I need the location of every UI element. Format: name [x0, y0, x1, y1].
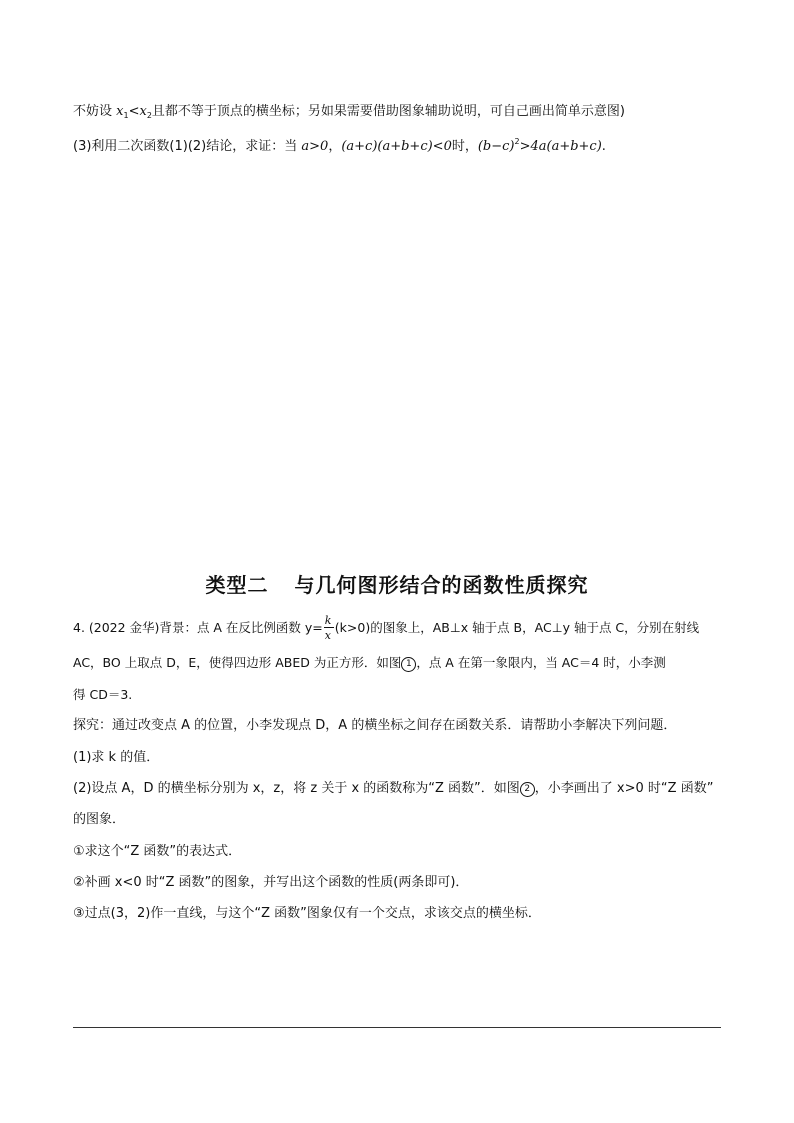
text-segment: 4. (2022 金华)背景：点 A 在反比例函数 y= [73, 620, 323, 635]
text-segment: 且都不等于顶点的横坐标；另如果需要借助图象辅助说明，可自己画出简单示意图) [151, 104, 625, 119]
less-than: < [128, 104, 140, 119]
condition-product: (a+c)(a+b+c)<0 [341, 139, 452, 154]
problem-4-line-1 [73, 613, 700, 642]
fraction-denominator: x [324, 628, 331, 642]
text-segment: 探究：通过改变点 A 的位置，小李发现点 D，A 的横坐标之间存在函数关系．请帮助小李解决下列问题． [73, 718, 677, 733]
problem-4-line-3 [73, 686, 132, 704]
condition-a-positive: a>0 [301, 139, 329, 154]
text-segment: 时， [451, 139, 478, 154]
fraction-k-over-x [324, 613, 334, 642]
part-2-line-1 [73, 780, 713, 798]
text-segment: (k>0)的图象上，AB⊥x 轴于点 B，AC⊥y 轴于点 C，分别在射线 [334, 620, 700, 635]
text-segment: ③过点(3，2)作一直线，与这个“Z 函数”图象仅有一个交点，求该交点的横坐标． [73, 906, 541, 921]
subpart-1-line [73, 843, 241, 861]
text-segment: 的图象． [73, 812, 126, 827]
subscript-2: 2 [146, 111, 152, 120]
text-segment: (2)设点 A，D 的横坐标分别为 x，z，将 z 关于 x 的函数称为“Z 函数”．如图 [73, 781, 520, 796]
heading-type-label: 类型二 [205, 573, 269, 597]
text-segment: (3)利用二次函数(1)(2)结论，求证：当 [73, 139, 302, 154]
section-heading [0, 569, 794, 598]
explore-line [73, 717, 676, 735]
inequality-rhs: >4a(a+b+c) [519, 139, 602, 154]
fraction-numerator: k [324, 613, 332, 627]
subpart-3-line [73, 905, 541, 923]
text-segment: ，点 A 在第一象限内，当 AC＝4 时，小李测 [416, 655, 666, 670]
part-1-line [73, 749, 159, 767]
text-segment: (1)求 k 的值． [73, 750, 160, 765]
var-x2: x [139, 104, 147, 119]
footer-divider [73, 1027, 721, 1028]
heading-title: 与几何图形结合的函数性质探究 [294, 573, 589, 597]
text-segment: 不妨设 [73, 104, 117, 119]
period: . [601, 139, 606, 154]
problem-4-line-2 [73, 654, 666, 672]
inequality-lhs: (b−c) [477, 139, 515, 154]
var-x1: x [116, 104, 124, 119]
superscript-2: 2 [514, 137, 520, 146]
text-segment: ②补画 x<0 时“Z 函数”的图象，并写出这个函数的性质(两条即可)． [73, 875, 469, 890]
text-segment: ①求这个“Z 函数”的表达式． [73, 844, 242, 859]
text-segment: AC，BO 上取点 D，E，使得四边形 ABED 为正方形．如图 [73, 655, 402, 670]
separator: ， [328, 139, 342, 154]
subpart-2-line [73, 874, 468, 892]
figure-1-marker: 1 [401, 657, 416, 672]
part-2-line-2 [73, 811, 125, 829]
question-3-line [73, 133, 606, 156]
figure-2-marker: 2 [520, 782, 535, 797]
continuation-line [73, 103, 625, 125]
subscript-1: 1 [123, 111, 129, 120]
text-segment: ，小李画出了 x>0 时“Z 函数” [534, 781, 714, 796]
text-segment: 得 CD＝3. [73, 687, 133, 702]
